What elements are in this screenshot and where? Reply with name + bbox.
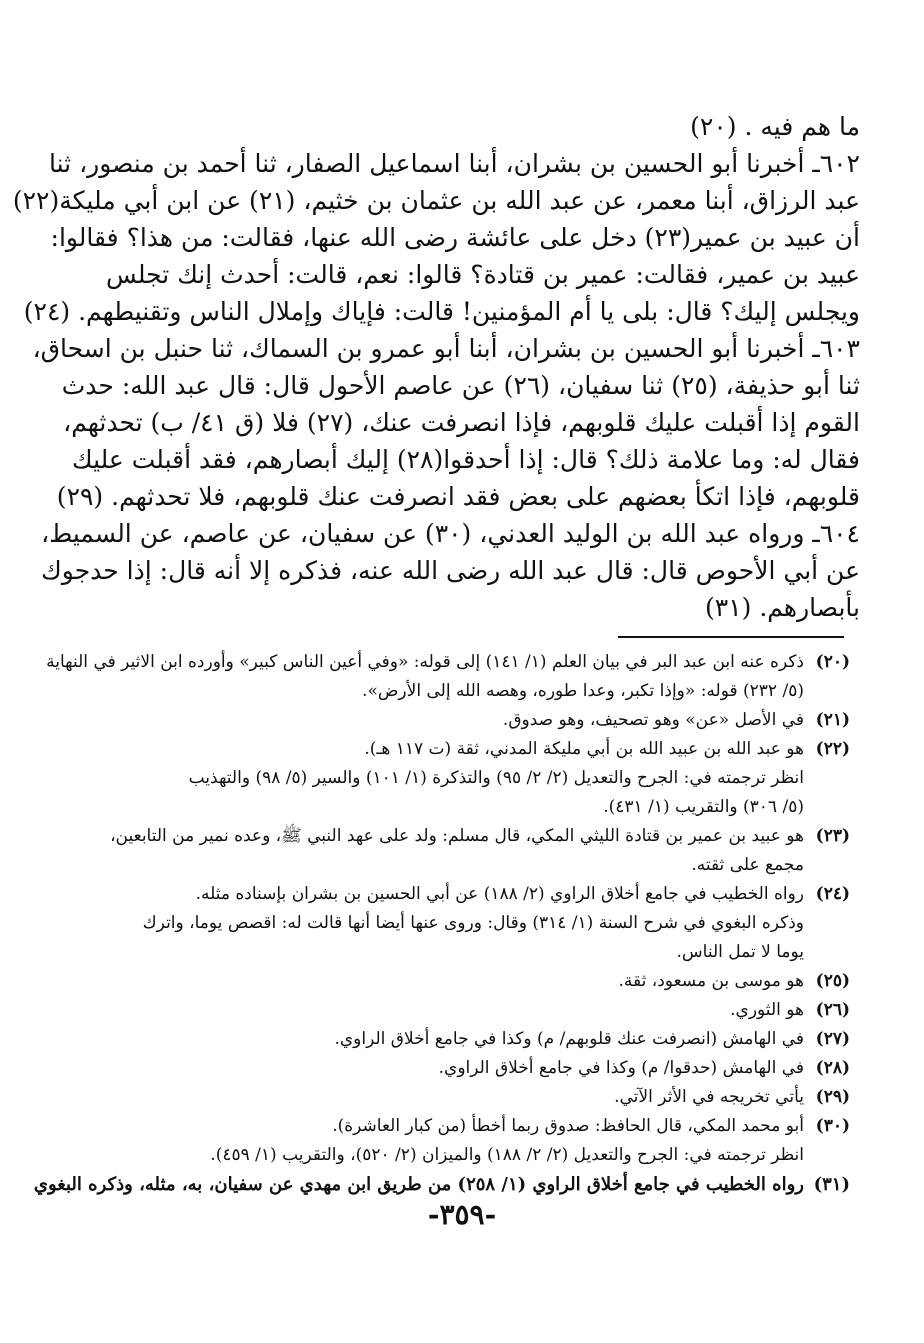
footnote	[90, 967, 850, 996]
footnote	[90, 1083, 850, 1112]
footnote-number: (٣٠)	[815, 1116, 850, 1136]
footnote	[90, 706, 850, 735]
footnote-text: وذكره البغوي في شرح السنة (١/ ٣١٤) وقال: وروى عنها أيضا أنها قالت له: اقصص يوما، واترك	[142, 913, 804, 933]
footnote-continuation	[90, 1141, 850, 1170]
footnote-number: (٢٢)	[815, 739, 850, 759]
text-line: فقال له: وما علامة ذلك؟ قال: إذا أحدقوا(٢٨) إليك أبصارهم، فقد أقبلت عليك	[72, 445, 860, 474]
footnote-number: (٢٤)	[815, 884, 850, 904]
footnote-continuation	[90, 938, 850, 967]
footnote-separator	[618, 636, 844, 638]
footnote-text: رواه الخطيب في جامع أخلاق الراوي (١/ ٢٥٨) من طريق ابن مهدي عن سفيان، به، مثله، وذكره البغوي	[33, 1174, 804, 1195]
text-line: ما هم فيه . (٢٠)	[690, 112, 860, 141]
footnote	[90, 735, 850, 764]
footnote-text: أبو محمد المكي، قال الحافظ: صدوق ربما أخطأ (من كبار العاشرة).	[332, 1116, 804, 1136]
text-line: بأبصارهم. (٣١)	[705, 593, 860, 622]
footnote-number: (٢١)	[815, 710, 850, 730]
footnote	[33, 1170, 850, 1199]
footnote	[90, 822, 850, 851]
footnote-text: (٥/ ٣٠٦) والتقريب (١/ ٤٣١).	[603, 797, 804, 817]
text-line: قلوبهم، فإذا اتكأ بعضهم على بعض فقد انصرفت عنك قلوبهم، فلا تحدثهم. (٢٩)	[56, 482, 860, 511]
footnote-number: (٢٨)	[815, 1058, 850, 1078]
text-line: ٦٠٤ـ ورواه عبد الله بن الوليد العدني، (٣٠) عن سفيان، عن عاصم، عن السميط،	[41, 519, 860, 548]
text-line: عبيد بن عمير، فقالت: عمير بن قتادة؟ قالوا: نعم، قالت: أحدث إنك تجلس	[106, 260, 860, 289]
footnote-number: (٣١)	[813, 1174, 850, 1195]
text-line: أن عبيد بن عمير(٢٣) دخل على عائشة رضى الله عنها، فقالت: من هذا؟ فقالوا:	[50, 223, 860, 252]
main-text	[12, 108, 860, 626]
footnote-text: في الأصل «عن» وهو تصحيف، وهو صدوق.	[502, 710, 804, 730]
footnote-number: (٢٦)	[815, 1000, 850, 1020]
footnote-number: (٢٣)	[815, 826, 850, 846]
footnote-text: ذكره عنه ابن عبد البر في بيان العلم (١/ ١٤١) إلى قوله: «وفي أعين الناس كبير» وأورده ابن الاثير في النهاية	[46, 652, 804, 672]
footnote	[90, 1112, 850, 1141]
footnote-continuation	[90, 909, 850, 938]
footnote-number: (٢٥)	[815, 971, 850, 991]
text-line: ٦٠٣ـ أخبرنا أبو الحسين بن بشران، أبنا أبو عمرو بن السماك، ثنا حنبل بن اسحاق،	[32, 334, 860, 363]
footnote	[90, 1054, 850, 1083]
footnote-text: هو عبيد بن عمير بن قتادة الليثي المكي، قال مسلم: ولد على عهد النبي ﷺ، وعده نمير من التابعين،	[110, 826, 804, 846]
page-number: -٣٥٩-	[427, 1198, 497, 1231]
footnote-continuation	[90, 793, 850, 822]
footnote-text: يأتي تخريجه في الأثر الآتي.	[614, 1087, 804, 1107]
footnote	[46, 648, 850, 677]
footnote-text: في الهامش (حدقوا/ م) وكذا في جامع أخلاق الراوي.	[438, 1058, 804, 1078]
footnote	[90, 880, 850, 909]
footnote-text: (٥/ ٢٣٢) قوله: «وإذا تكبر، وعدا طوره، وهصه الله إلى الأرض».	[362, 681, 804, 701]
footnote-continuation	[90, 851, 850, 880]
text-line: ويجلس إليك؟ قال: بلى يا أم المؤمنين! قالت: فإياك وإملال الناس وتقنيطهم. (٢٤)	[23, 297, 860, 326]
footnote-text: يوما لا تمل الناس.	[676, 942, 804, 962]
text-line: ثنا أبو حذيفة، (٢٥) ثنا سفيان، (٢٦) عن عاصم الأحول قال: قال عبد الله: حدث	[61, 371, 860, 400]
footnote	[90, 996, 850, 1025]
text-line: عن أبي الأحوص قال: قال عبد الله رضى الله عنه، فذكره إلا أنه قال: إذا حدجوك	[41, 556, 860, 585]
text-line: عبد الرزاق، أبنا معمر، عن عبد الله بن عثمان بن خثيم، (٢١) عن ابن أبي مليكة(٢٢)	[12, 186, 860, 215]
footnotes	[33, 648, 850, 1199]
footnote-text: هو عبد الله بن عبيد الله بن أبي مليكة المدني، ثقة (ت ١١٧ هـ).	[364, 739, 804, 759]
footnote-text: رواه الخطيب في جامع أخلاق الراوي (٢/ ١٨٨) عن أبي الحسين بن بشران بإسناده مثله.	[195, 884, 804, 904]
footnote-continuation	[90, 764, 850, 793]
footnote-text: انظر ترجمته في: الجرح والتعديل (٢/ ٢/ ٩٥) والتذكرة (١/ ١٠١) والسير (٥/ ٩٨) والتهذيب	[188, 768, 804, 788]
footnote-text: مجمع على ثقته.	[691, 855, 804, 875]
footnote-number: (٢٧)	[815, 1029, 850, 1049]
footnote-text: انظر ترجمته في: الجرح والتعديل (٢/ ٢/ ١٨٨) والميزان (٢/ ٥٢٠)، والتقريب (١/ ٤٥٩).	[210, 1145, 804, 1165]
footnote-continuation	[90, 677, 850, 706]
footnote-text: هو موسى بن مسعود، ثقة.	[618, 971, 804, 991]
footnote	[90, 1025, 850, 1054]
footnote-number: (٢٠)	[815, 652, 850, 672]
text-line: ٦٠٢ـ أخبرنا أبو الحسين بن بشران، أبنا اسماعيل الصفار، ثنا أحمد بن منصور، ثنا	[49, 149, 860, 178]
footnote-text: هو الثوري.	[730, 1000, 804, 1020]
text-line: القوم إذا أقبلت عليك قلوبهم، فإذا انصرفت عنك، (٢٧) فلا (ق ٤١/ ب) تحدثهم،	[63, 408, 860, 437]
footnote-text: في الهامش (انصرفت عنك قلوبهم/ م) وكذا في جامع أخلاق الراوي.	[334, 1029, 804, 1049]
footnote-number: (٢٩)	[815, 1087, 850, 1107]
